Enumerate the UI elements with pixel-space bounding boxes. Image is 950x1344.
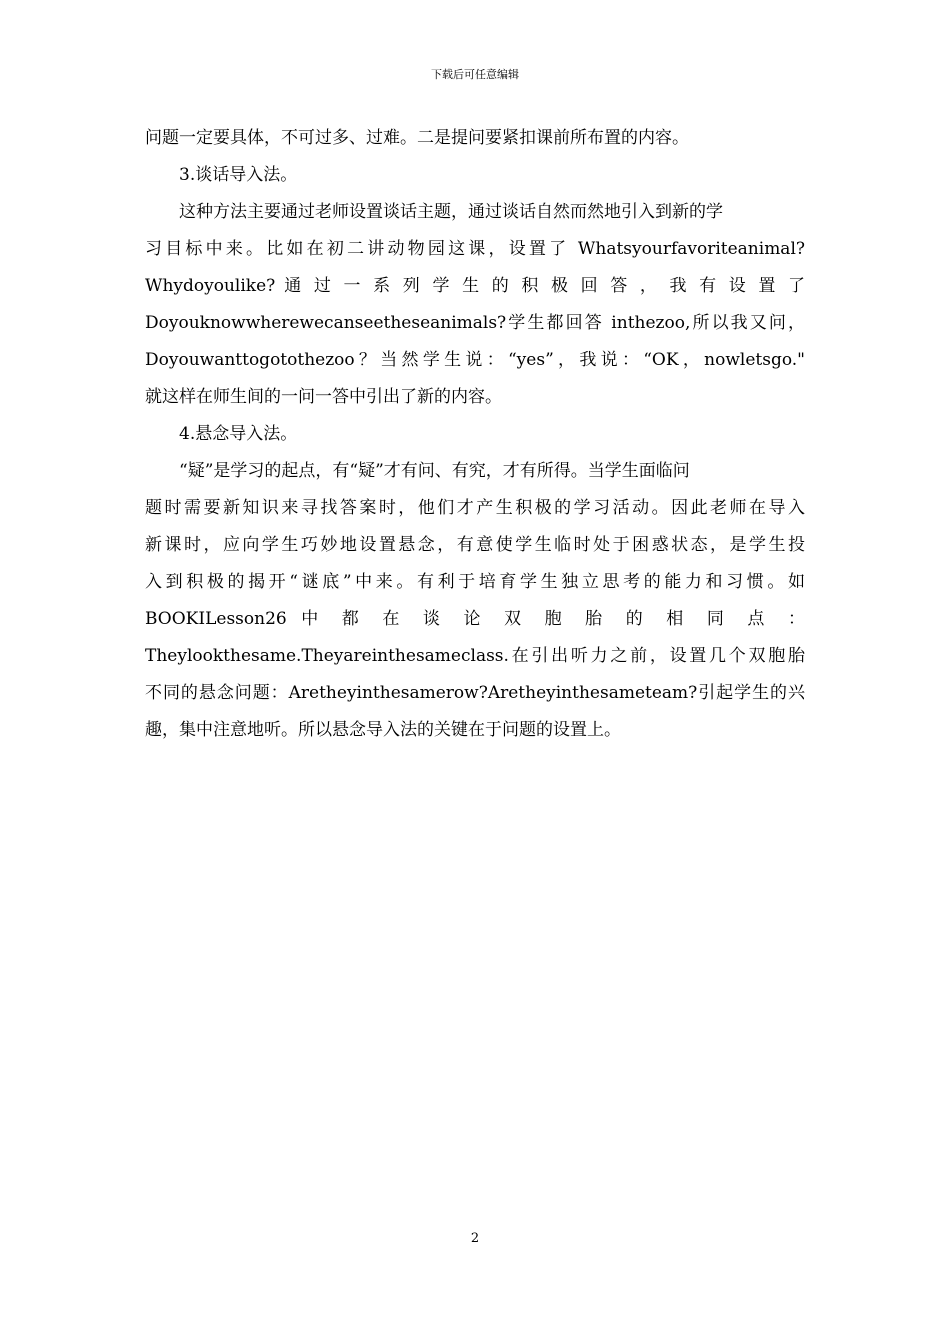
paragraph-line: Theylookthesame.Theyareinthesameclass.在引出听力之前，设置几个双胞胎: [145, 646, 805, 666]
paragraph-line: Doyouwanttogotothezoo？当然学生说：“yes”，我说：“OK，nowletsgo.": [145, 350, 805, 370]
paragraph-line: 题时需要新知识来寻找答案时，他们才产生积极的学习活动。因此老师在导入: [145, 498, 805, 518]
paragraph-continuation: 问题一定要具体，不可过多、过难。二是提问要紧扣课前所布置的内容。: [145, 128, 689, 148]
paragraph-line: 就这样在师生间的一问一答中引出了新的内容。: [145, 387, 502, 407]
paragraph-line: 新课时，应向学生巧妙地设置悬念，有意使学生临时处于困惑状态，是学生投: [145, 535, 805, 555]
paragraph-line: 趣，集中注意地听。所以悬念导入法的关键在于问题的设置上。: [145, 720, 621, 740]
page-number: 2: [470, 1231, 480, 1246]
document-body: [145, 120, 805, 749]
paragraph-line: 习目标中来。比如在初二讲动物园这课，设置了 Whatsyourfavoriteanimal?: [145, 239, 805, 259]
paragraph-line: Whydoyoulike? 通 过 一 系 列 学 生 的 积 极 回 答 ， 我 有 设 置 了: [145, 276, 805, 296]
paragraph-talk-method: [145, 194, 805, 416]
paragraph-line: BOOKILesson26 中 都 在 谈 论 双 胞 胎 的 相 同 点 ：: [145, 609, 805, 629]
paragraph-line: 入到积极的揭开“谜底”中来。有利于培育学生独立思考的能力和习惯。如: [145, 572, 805, 592]
paragraph-line: 不同的悬念问题：Aretheyinthesamerow?Aretheyinthesameteam?引起学生的兴: [145, 683, 805, 703]
paragraph-line: 这种方法主要通过老师设置谈话主题，通过谈话自然而然地引入到新的学: [179, 202, 723, 222]
paragraph-line: Doyouknowwherewecanseetheseanimals?学生都回答 inthezoo,所以我又问，: [145, 313, 805, 333]
paragraph-suspense-method: [145, 453, 805, 749]
page-header: 下载后可任意编辑: [431, 68, 519, 81]
section-heading-4: 4.悬念导入法。: [179, 424, 298, 444]
section-heading-3: 3.谈话导入法。: [179, 165, 298, 185]
paragraph-line: “疑”是学习的起点，有“疑”才有问、有究，才有所得。当学生面临问: [179, 461, 690, 481]
